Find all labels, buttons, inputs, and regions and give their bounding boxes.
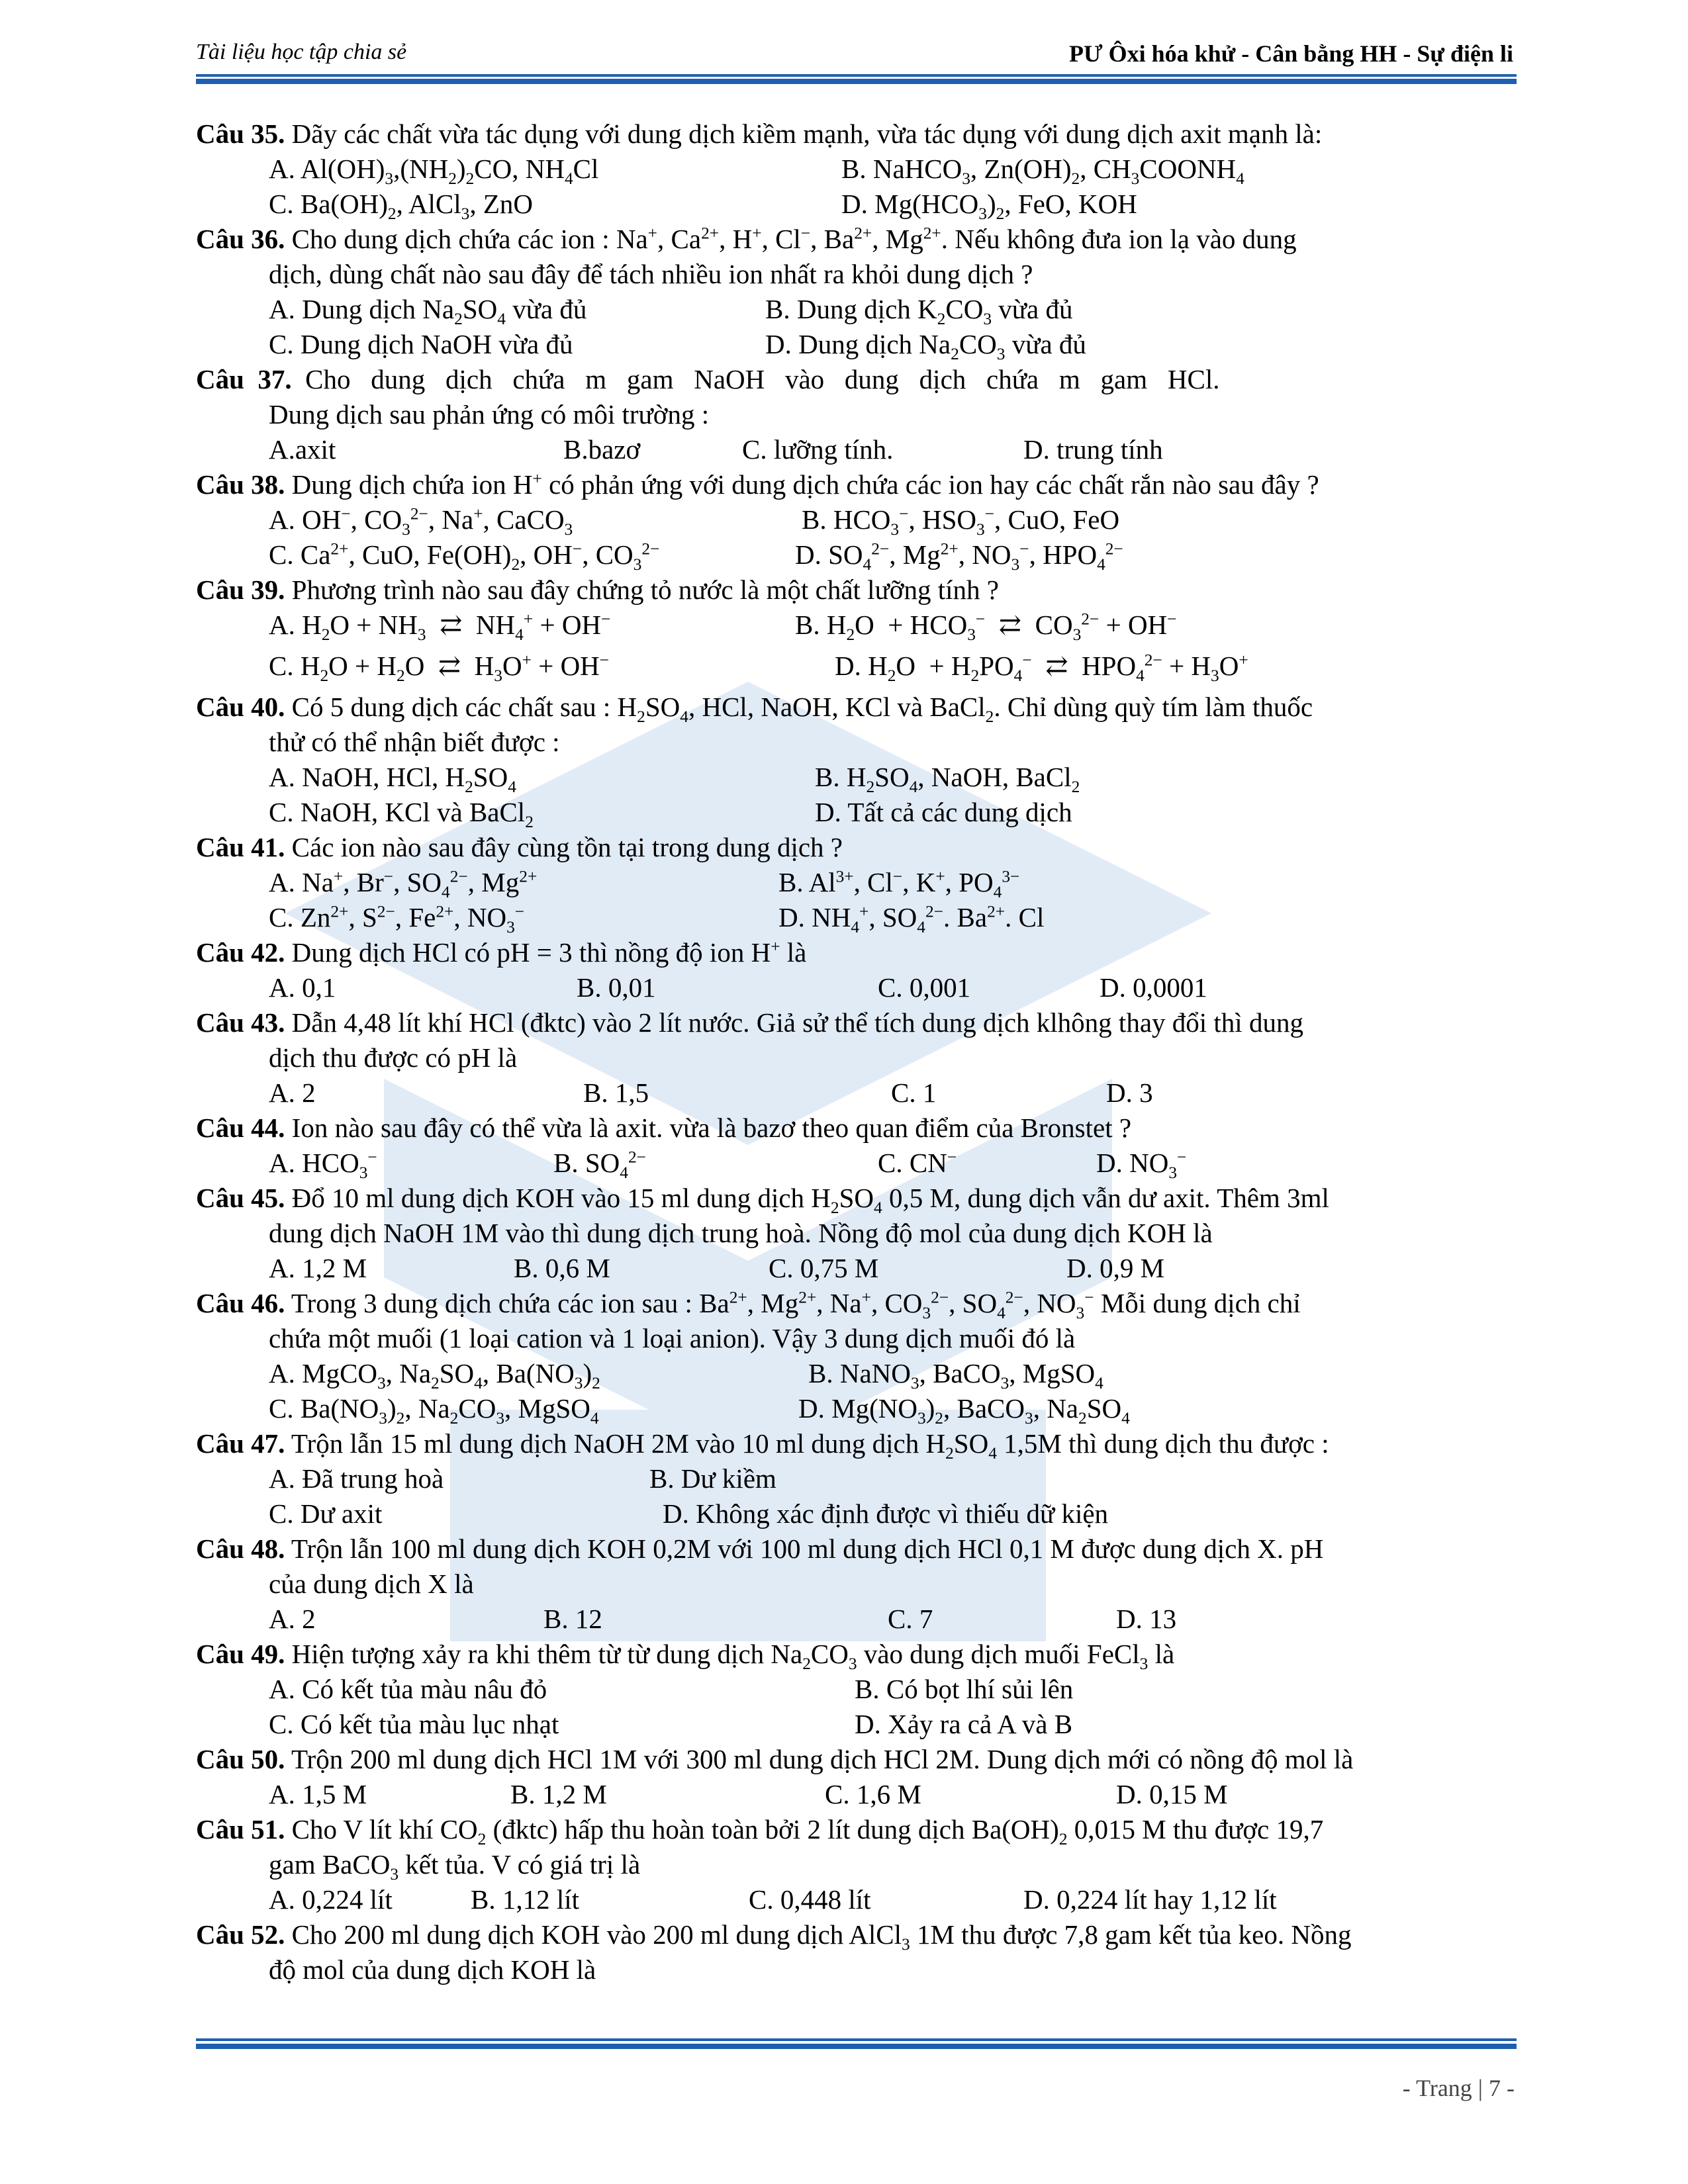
options-row (196, 1356, 1517, 1391)
question-48-cont: của dung dịch X là (269, 1569, 474, 1599)
options-row (196, 900, 1517, 935)
option-d: D. Tất cả các dung dịch (815, 797, 1072, 827)
header-rule-thick (196, 79, 1517, 84)
options-row (196, 1075, 1517, 1111)
option-a: A. Na+, Br−, $SO_4^{2-}$, $Mg^{2+}$ (269, 867, 538, 902)
question-51-cont: gam BaCO$_3$ kết tủa. V có giá trị là (269, 1849, 641, 1884)
question-39: Câu 39. Phương trình nào sau đây chứng tỏ nước là một chất lưỡng tính ? (196, 574, 999, 605)
option-b: B. $SO_4^{2-}$ (553, 1148, 647, 1183)
question-number: Câu 52. (196, 1919, 285, 1950)
question-number: Câu 46. (196, 1288, 285, 1318)
option-a: A. Đã trung hoà (269, 1463, 444, 1494)
option-b: B. Dung dịch $K_2CO_3$ vừa đủ (765, 294, 1073, 329)
page-number: - Trang | 7 - (1402, 2075, 1515, 2101)
question-number: Câu 48. (196, 1533, 285, 1564)
question-number: Câu 47. (196, 1428, 285, 1459)
option-c: C. 7 (888, 1604, 933, 1634)
question-36: Câu 36. Cho dung dịch chứa các ion : Na+, $Ca^{2+}$, H+, Cl−, $Ba^{2+}$, $Mg^{2+}$. Nếu không đưa ion lạ vào dung (196, 224, 1297, 254)
option-a: A. Dung dịch $Na_2SO_4$ vừa đủ (269, 294, 587, 329)
question-43-cont: dịch thu được có pH là (269, 1042, 518, 1073)
option-c: C. $Ca^{2+}$, CuO, $Fe(OH)_2$, OH−, $CO_3^{2-}$ (269, 539, 660, 574)
option-c: C. lưỡng tính. (742, 434, 894, 465)
option-d: D. $Mg(HCO_3)_2$, FeO, KOH (841, 189, 1137, 224)
option-b: B. 0,6 M (514, 1253, 610, 1283)
question-49: Câu 49. Hiện tượng xảy ra khi thêm từ từ dung dịch $Na_2CO_3$ vào dung dịch muối FeCl$_3$ là (196, 1639, 1175, 1674)
footer-rule-thick (196, 2044, 1517, 2049)
question-42: Câu 42. Dung dịch HCl có pH = 3 thì nồng độ ion H+ là (196, 937, 807, 968)
question-51: Câu 51. Cho V lít khí $CO_2$ (đktc) hấp thu hoàn toàn bởi 2 lít dung dịch $Ba(OH)_2$ 0,015 M thu được 19,7 (196, 1814, 1324, 1849)
option-a: A. 1,2 M (269, 1253, 367, 1283)
option-b: B. $Al^{3+}$, Cl−, K+, $PO_4^{3-}$ (778, 867, 1020, 902)
question-46: Câu 46. Trong 3 dung dịch chứa các ion sau : $Ba^{2+}$, $Mg^{2+}$, Na+, $CO_3^{2-}$, $SO_4^{2-}$, $NO_3^-$ Mỗi dung dịch chỉ (196, 1288, 1301, 1323)
question-48: Câu 48. Trộn lẫn 100 ml dung dịch KOH 0,2M với 100 ml dung dịch HCl 0,1 M được dung dịch X. pH (196, 1533, 1324, 1564)
question-47: Câu 47. Trộn lẫn 15 ml dung dịch NaOH 2M vào 10 ml dung dịch $H_2SO_4$ 1,5M thì dung dịch thu được : (196, 1428, 1329, 1463)
question-number: Câu 51. (196, 1814, 285, 1844)
option-a: A. MgCO$_3$, $Na_2SO_4$, $Ba(NO_3)_2$ (269, 1358, 600, 1393)
option-c: C. Có kết tủa màu lục nhạt (269, 1709, 559, 1739)
option-c: C. CN− (878, 1148, 957, 1178)
option-a: A. OH−, $CO_3^{2-}$, Na+, CaCO$_3$ (269, 504, 573, 539)
option-a: A. NaOH, HCl, $H_2SO_4$ (269, 762, 516, 797)
question-number: Câu 38. (196, 469, 285, 500)
option-d: D. 0,224 lít hay 1,12 lít (1023, 1884, 1277, 1915)
options-row (196, 1707, 1517, 1742)
option-b: B. 1,12 lít (471, 1884, 580, 1915)
question-40: Câu 40. Có 5 dung dịch các chất sau : $H_2SO_4$, HCl, NaOH, KCl và BaCl$_2$. Chỉ dùng quỳ tím làm thuốc (196, 692, 1313, 727)
options-row (196, 760, 1517, 795)
options-row (196, 187, 1517, 222)
question-number: Câu 49. (196, 1639, 285, 1669)
option-d: D. $H_2O + H_2PO_4^-$ ⇄ $HPO_4^{2-} + H_3O^+$ (835, 651, 1248, 686)
option-d: D. Xảy ra cả A và B (855, 1709, 1073, 1739)
question-number: Câu 50. (196, 1744, 285, 1774)
option-d: D. $Mg(NO_3)_2$, BaCO$_3$, $Na_2SO_4$ (798, 1393, 1130, 1428)
option-b: B.bazơ (563, 434, 641, 465)
option-a: A. 0,1 (269, 972, 336, 1003)
option-c: C. 0,448 lít (749, 1884, 871, 1915)
options-row (196, 1496, 1517, 1531)
options-row (196, 970, 1517, 1005)
options-row (196, 1602, 1517, 1637)
question-number: Câu 42. (196, 937, 285, 968)
options-row (196, 152, 1517, 187)
option-d: D. $SO_4^{2-}$, $Mg^{2+}$, $NO_3^-$, $HPO_4^{2-}$ (795, 539, 1123, 574)
question-number: Câu 35. (196, 118, 285, 149)
option-b: B. $H_2SO_4$, NaOH, BaCl$_2$ (815, 762, 1080, 797)
option-c: C. $Zn^{2+}$, $S^{2-}$, $Fe^{2+}$, $NO_3^-$ (269, 902, 525, 937)
option-c: C. Dư axit (269, 1498, 383, 1529)
options-row (196, 1882, 1517, 1917)
option-b: B. 1,5 (583, 1077, 649, 1108)
option-b: B. 0,01 (577, 972, 656, 1003)
options-row (196, 432, 1517, 467)
option-a: A. $HCO_3^-$ (269, 1148, 377, 1183)
question-number: Câu 40. (196, 692, 285, 722)
options-row (196, 502, 1517, 537)
option-d: D. 0,9 M (1066, 1253, 1165, 1283)
question-number: Câu 39. (196, 574, 285, 605)
question-number: Câu 41. (196, 832, 285, 862)
question-number: Câu 37. (196, 364, 292, 394)
question-40-cont: thử có thể nhận biết được : (269, 727, 560, 757)
option-d: D. trung tính (1023, 434, 1163, 465)
option-d: D. 0,0001 (1100, 972, 1207, 1003)
option-d: D. $NH_4^+$, $SO_4^{2-}$. $Ba^{2+}$. Cl (778, 902, 1045, 937)
option-a: A. $Al(OH)_3,(NH_2)_2CO$, $NH_4Cl$ (269, 154, 599, 189)
header-rule (196, 74, 1517, 77)
option-c: C. $H_2O + H_2O$ ⇄ $H_3O^+ + OH^-$ (269, 651, 610, 686)
option-a: A. 2 (269, 1604, 316, 1634)
question-37-cont: Dung dịch sau phản ứng có môi trường : (269, 399, 710, 430)
header-right-title: PƯ Ôxi hóa khử - Cân bằng HH - Sự điện li (1068, 40, 1513, 67)
option-a: A.axit (269, 434, 336, 465)
question-36-cont: dịch, dùng chất nào sau đây để tách nhiều ion nhất ra khỏi dung dịch ? (269, 259, 1033, 289)
question-number: Câu 44. (196, 1113, 285, 1143)
question-37: Câu 37. Cho dung dịch chứa m gam NaOH vào dung dịch chứa m gam HCl. (196, 364, 1220, 394)
question-50 (196, 1742, 1517, 1777)
option-d: D. 3 (1106, 1077, 1153, 1108)
option-a: A. $H_2O + NH_3$ ⇄ $NH_4^+ + OH^-$ (269, 610, 611, 645)
question-52: Câu 52. Cho 200 ml dung dịch KOH vào 200 ml dung dịch AlCl$_3$ 1M thu được 7,8 gam kết tủa keo. Nồng (196, 1919, 1352, 1954)
option-c: C. 1,6 M (825, 1779, 921, 1809)
question-number: Câu 36. (196, 224, 285, 254)
question-50-text: Trộn 200 ml dung dịch HCl 1M với 300 ml dung dịch HCl 2M. Dung dịch mới có nồng độ mol là (291, 1744, 1354, 1774)
options-row (196, 1777, 1517, 1812)
option-c: C. 1 (891, 1077, 937, 1108)
option-c: C. $Ba(NO_3)_2$, $Na_2CO_3$, MgSO$_4$ (269, 1393, 599, 1428)
question-44-text: Ion nào sau đây có thể vừa là axit. vừa là bazơ theo quan điểm của Bronstet ? (291, 1113, 1132, 1143)
option-c: C. $Ba(OH)_2$, AlCl$_3$, ZnO (269, 189, 533, 224)
footer-rule (196, 2038, 1517, 2041)
option-c: C. 0,75 M (769, 1253, 879, 1283)
page-header (196, 40, 1513, 74)
options-row (196, 608, 1517, 649)
options-row (196, 649, 1517, 690)
options-row (196, 1251, 1517, 1286)
option-b: B. 12 (543, 1604, 602, 1634)
option-a: A. 0,224 lít (269, 1884, 393, 1915)
question-52-cont: độ mol của dung dịch KOH là (269, 1954, 596, 1985)
option-a: A. Có kết tủa màu nâu đỏ (269, 1674, 547, 1704)
option-a: A. 1,5 M (269, 1779, 367, 1809)
question-35: Câu 35. Dãy các chất vừa tác dụng với dung dịch kiềm mạnh, vừa tác dụng với dung dịch axit mạnh là: (196, 118, 1323, 149)
option-b: B. 1,2 M (510, 1779, 607, 1809)
question-38: Câu 38. Dung dịch chứa ion H+ có phản ứng với dung dịch chứa các ion hay các chất rắn nào sau đây ? (196, 469, 1319, 500)
option-b: B. Dư kiềm (649, 1463, 776, 1494)
question-46-cont: chứa một muối (1 loại cation và 1 loại anion). Vậy 3 dung dịch muối đó là (269, 1323, 1076, 1353)
question-number: Câu 43. (196, 1007, 285, 1038)
question-44 (196, 1111, 1517, 1146)
option-d: D. Không xác định được vì thiếu dữ kiện (663, 1498, 1109, 1529)
question-41 (196, 830, 1517, 865)
question-45: Câu 45. Đổ 10 ml dung dịch KOH vào 15 ml dung dịch $H_2SO_4$ 0,5 M, dung dịch vẫn dư axit. Thêm 3ml (196, 1183, 1329, 1218)
option-c: C. NaOH, KCl và BaCl$_2$ (269, 797, 534, 832)
option-b: B. NaHCO$_3$, $Zn(OH)_2$, $CH_3COONH_4$ (841, 154, 1244, 189)
options-row (196, 327, 1517, 362)
question-43: Câu 43. Dẫn 4,48 lít khí HCl (đktc) vào 2 lít nước. Giả sử thể tích dung dịch klhông thay đổi thì dung (196, 1007, 1303, 1038)
question-number: Câu 45. (196, 1183, 285, 1213)
question-41-text: Các ion nào sau đây cùng tồn tại trong dung dịch ? (291, 832, 843, 862)
options-row (196, 1461, 1517, 1496)
options-row (196, 865, 1517, 900)
options-row (196, 795, 1517, 830)
option-c: C. Dung dịch NaOH vừa đủ (269, 329, 573, 359)
option-b: B. $HCO_3^-$, $HSO_3^-$, CuO, FeO (802, 504, 1120, 539)
option-d: D. 0,15 M (1116, 1779, 1228, 1809)
header-left-title: Tài liệu học tập chia sẻ (196, 40, 407, 64)
options-row (196, 292, 1517, 327)
option-b: B. NaNO$_3$, BaCO$_3$, MgSO$_4$ (808, 1358, 1103, 1393)
options-row (196, 537, 1517, 572)
option-b: B. Có bọt lhí sủi lên (855, 1674, 1074, 1704)
option-d: D. Dung dịch $Na_2CO_3$ vừa đủ (765, 329, 1086, 364)
option-c: C. 0,001 (878, 972, 971, 1003)
option-b: B. $H_2O + HCO_3^-$ ⇄ $CO_3^{2-} + OH^-$ (795, 610, 1177, 645)
options-row (196, 1146, 1517, 1181)
question-45-cont: dung dịch NaOH 1M vào thì dung dịch trung hoà. Nồng độ mol của dung dịch KOH là (269, 1218, 1213, 1248)
options-row (196, 1672, 1517, 1707)
options-row (196, 1391, 1517, 1426)
question-list (196, 116, 1517, 1987)
option-a: A. 2 (269, 1077, 316, 1108)
option-d: D. $NO_3^-$ (1096, 1148, 1187, 1183)
option-d: D. 13 (1116, 1604, 1177, 1634)
